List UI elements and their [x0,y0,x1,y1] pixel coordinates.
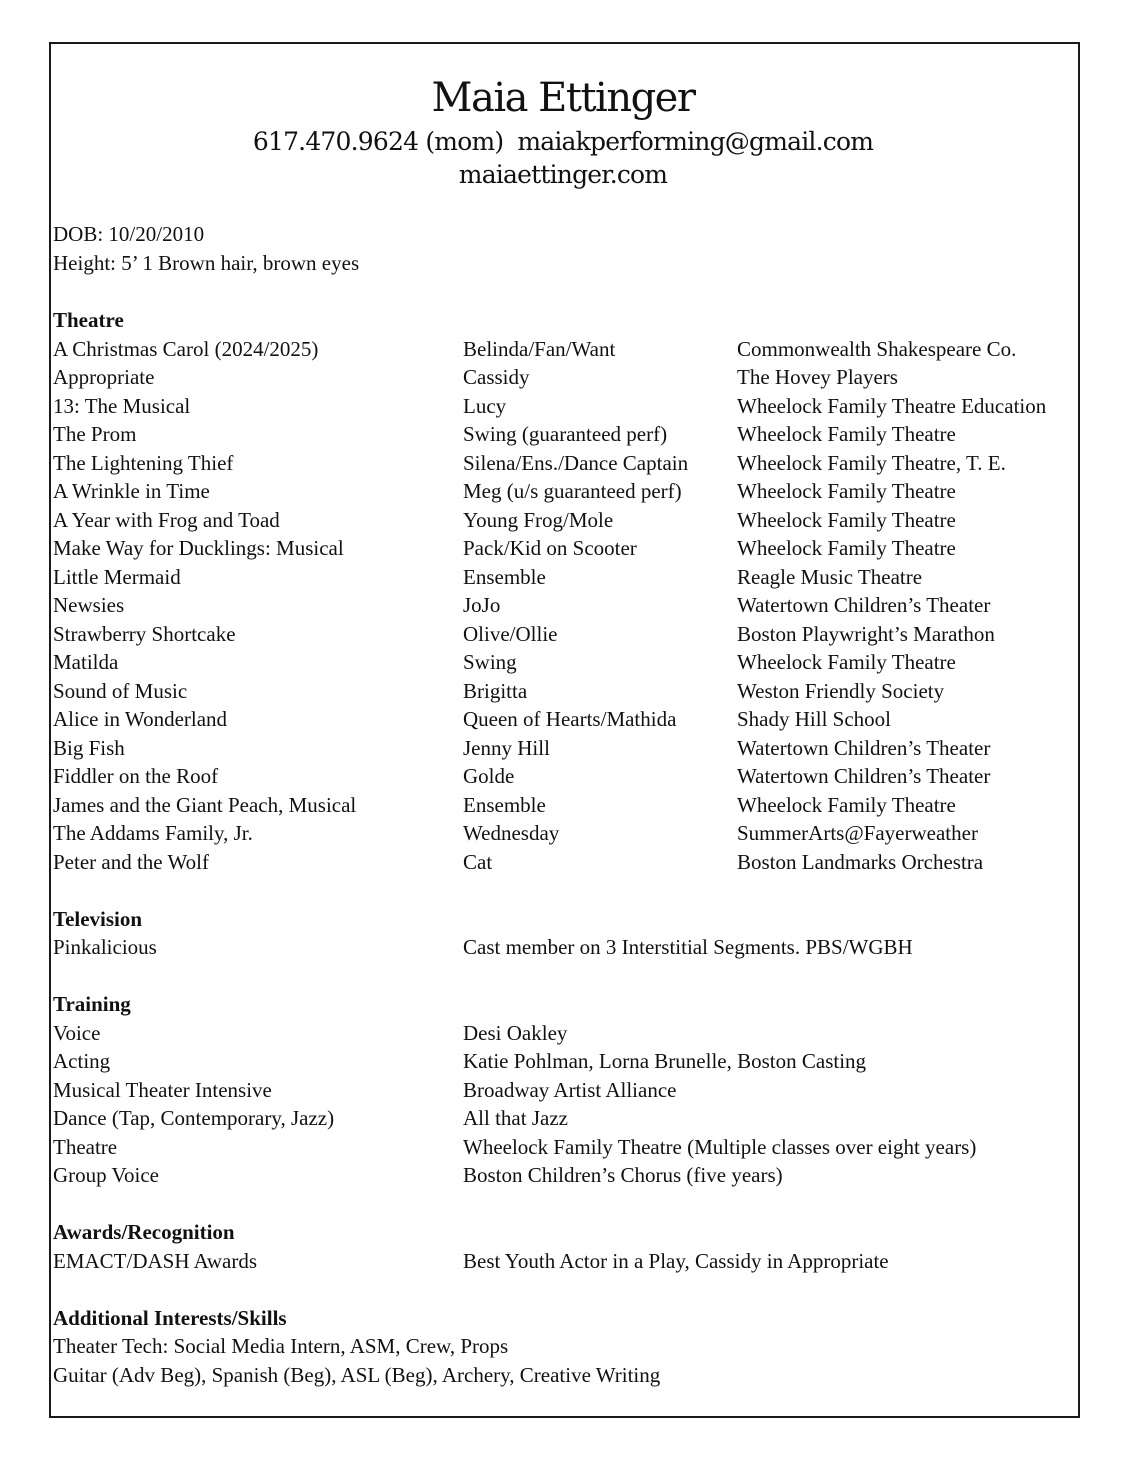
role: Queen of Hearts/Mathida [463,707,677,731]
company: Wheelock Family Theatre, T. E. [737,450,1006,475]
role: Cat [463,849,493,874]
table-row [53,791,1077,820]
role: Brigitta [463,678,528,703]
theatre-heading: Theatre [53,308,124,332]
table-row [53,449,1077,478]
table-row [53,363,1077,392]
table-row [53,819,1077,848]
table-row [53,933,1077,962]
table-row [53,648,1077,677]
table-row [53,534,1077,563]
company: Watertown Children’s Theater [737,735,991,760]
training-subject: Dance (Tap, Contemporary, Jazz) [53,1106,335,1130]
role: Meg (u/s guaranteed perf) [463,479,682,503]
training-detail: Katie Pohlman, Lorna Brunelle, Boston Casting [463,1049,867,1073]
training-subject: Voice [53,1020,101,1045]
table-row [53,563,1077,592]
table-row [53,762,1077,791]
table-row [53,734,1077,763]
role: Swing (guaranteed perf) [463,422,668,446]
height-hair-eyes: Height: 5’ 1 Brown hair, brown eyes [53,251,360,275]
company: Wheelock Family Theatre [737,507,956,532]
show-title: Newsies [53,593,125,617]
training-detail: Desi Oakley [463,1020,568,1045]
award-name: EMACT/DASH Awards [53,1248,257,1273]
show-title: James and the Giant Peach, Musical [53,792,357,817]
performer-name: Maia Ettinger [431,75,695,121]
awards-heading: Awards/Recognition [53,1220,235,1244]
table-row [53,1104,1077,1133]
table-row [53,1133,1077,1162]
company: Boston Playwright’s Marathon [737,621,995,646]
table-row [53,420,1077,449]
show-title: Pinkalicious [53,935,157,959]
company: Wheelock Family Theatre Education [737,393,1047,418]
table-row [53,677,1077,706]
table-row [53,506,1077,535]
role: Swing [463,650,517,674]
show-title: The Prom [53,422,137,446]
email-address: maiakperforming@gmail.com [517,127,874,156]
show-title: Fiddler on the Roof [53,764,219,788]
role: Silena/Ens./Dance Captain [463,450,689,475]
show-title: Appropriate [53,365,155,389]
training-detail: Wheelock Family Theatre (Multiple classes over eight years) [463,1134,977,1159]
role: Ensemble [463,792,546,817]
table-row [53,1161,1077,1190]
table-row [53,1076,1077,1105]
table-row [53,392,1077,421]
company: Wheelock Family Theatre [737,479,956,503]
role: Lucy [463,393,507,418]
training-detail: All that Jazz [463,1106,568,1130]
show-title: Matilda [53,650,119,674]
show-title: Peter and the Wolf [53,849,209,874]
role: Pack/Kid on Scooter [463,536,637,560]
show-title: Little Mermaid [53,564,181,589]
company: Wheelock Family Theatre [737,792,956,817]
training-heading: Training [53,992,131,1016]
table-row [53,620,1077,649]
company: Boston Landmarks Orchestra [737,849,984,874]
company: Shady Hill School [737,707,892,731]
role: Belinda/Fan/Want [463,336,616,361]
credit-detail: Cast member on 3 Interstitial Segments. PBS/WGBH [463,935,913,959]
table-row [53,591,1077,620]
show-title: A Christmas Carol (2024/2025) [53,336,319,361]
training-subject: Acting [53,1049,111,1073]
training-subject: Musical Theater Intensive [53,1077,272,1102]
training-subject: Group Voice [53,1163,159,1187]
show-title: 13: The Musical [53,393,191,418]
show-title: Strawberry Shortcake [53,621,236,646]
show-title: Sound of Music [53,678,188,703]
role: Golde [463,764,515,788]
show-title: A Year with Frog and Toad [53,507,280,532]
role: Cassidy [463,365,530,389]
table-row [53,705,1077,734]
role: Ensemble [463,564,546,589]
role: Jenny Hill [463,735,550,760]
award-detail: Best Youth Actor in a Play, Cassidy in Appropriate [463,1248,889,1273]
training-detail: Broadway Artist Alliance [463,1077,677,1102]
role: Wednesday [463,821,560,845]
show-title: A Wrinkle in Time [53,479,210,503]
company: SummerArts@Fayerweather [737,821,978,845]
television-heading: Television [53,906,143,931]
company: Weston Friendly Society [737,678,945,703]
contact-line [0,126,1126,158]
resume-body [53,220,1077,1389]
show-title: Big Fish [53,735,125,760]
theatre-list [53,335,1077,877]
company: Commonwealth Shakespeare Co. [737,336,1017,361]
role: Young Frog/Mole [463,507,614,532]
website: maiaettinger.com [458,160,668,189]
company: Wheelock Family Theatre [737,422,956,446]
company: Wheelock Family Theatre [737,650,956,674]
skills-line: Guitar (Adv Beg), Spanish (Beg), ASL (Beg), Archery, Creative Writing [53,1362,661,1387]
role: JoJo [463,593,501,617]
show-title: Make Way for Ducklings: Musical [53,536,344,560]
phone-number: 617.470.9624 (mom) [252,127,504,156]
company: Wheelock Family Theatre [737,536,956,560]
company: Reagle Music Theatre [737,564,923,589]
table-row [53,1019,1077,1048]
dob: DOB: 10/20/2010 [53,222,205,246]
show-title: The Addams Family, Jr. [53,821,253,845]
training-subject: Theatre [53,1134,118,1159]
company: The Hovey Players [737,365,898,389]
table-row [53,1047,1077,1076]
show-title: The Lightening Thief [53,450,234,475]
show-title: Alice in Wonderland [53,707,228,731]
company: Watertown Children’s Theater [737,593,991,617]
table-row [53,477,1077,506]
table-row [53,848,1077,877]
role: Olive/Ollie [463,621,558,646]
company: Watertown Children’s Theater [737,764,991,788]
table-row [53,335,1077,364]
skills-line: Theater Tech: Social Media Intern, ASM, Crew, Props [53,1334,509,1358]
skills-heading: Additional Interests/Skills [53,1305,287,1330]
training-detail: Boston Children’s Chorus (five years) [463,1163,783,1187]
table-row [53,1247,1077,1276]
